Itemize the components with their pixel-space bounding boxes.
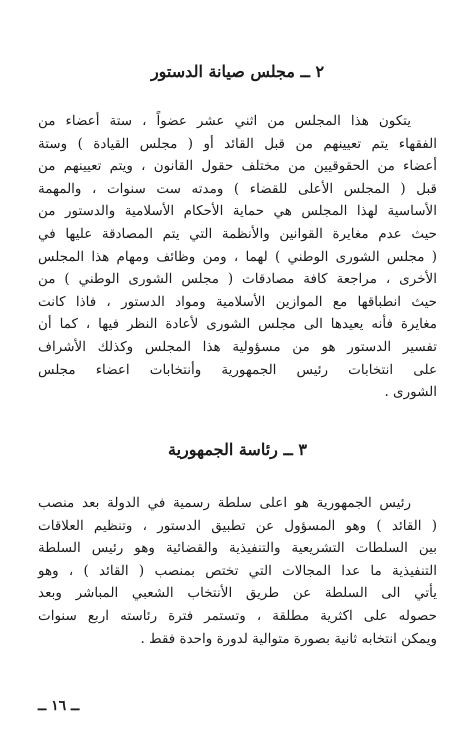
paragraph-line: الأساسية لهذا المجلس هي حماية الأحكام الأسلامية والدستور من bbox=[38, 203, 437, 220]
paragraph-line: حيث انطباقها مع الموازين الأسلامية ومواد الدستور ، فاذا كانت bbox=[38, 293, 437, 310]
paragraph-line: تفسير الدستور هو من مسؤولية هذا المجلس وكذلك الأشراف bbox=[38, 338, 437, 355]
paragraph-line: الشورى . bbox=[384, 384, 437, 401]
paragraph-line: الفقهاء يتم تعيينهم من قبل القائد أو ( مجلس القيادة ) وستة bbox=[38, 135, 437, 152]
paragraph-line: ويمكن انتخابه ثانية بصورة متوالية لدورة واحدة فقط . bbox=[140, 630, 437, 647]
paragraph-line: الأخرى ، مراجعة كافة مصادقات ( مجلس الشورى الوطني ) من bbox=[38, 271, 437, 288]
paragraph-line: حيث عدم مغايرة القوانين والأنظمة التي يتم المصادقة عليها في bbox=[38, 225, 437, 242]
paragraph-line: ( مجلس الشورى الوطني ) لهما ، ومن وظائف ومهام هذا المجلس bbox=[38, 248, 437, 265]
section-3-heading: ٣ ــ رئاسة الجمهورية bbox=[167, 440, 307, 459]
page-number: ــ ١٦ ــ bbox=[38, 698, 80, 714]
paragraph-line: يأتي الى السلطة عن طريق الأنتخاب الشعبي المباشر وبعد bbox=[38, 585, 437, 602]
paragraph-line: بين السلطات التشريعية والتنفيذية والقضائية وهو رئيس السلطة bbox=[38, 540, 437, 557]
paragraph-line: على انتخابات رئيس الجمهورية وأنتخابات اعضاء مجلس bbox=[38, 361, 437, 378]
paragraph-line: حصوله على اكثرية مطلقة ، وتستمر فترة رئاسته اربع سنوات bbox=[38, 607, 437, 624]
section-2-heading: ٢ ــ مجلس صيانة الدستور bbox=[150, 62, 325, 81]
section-2-paragraph bbox=[38, 110, 437, 404]
section-3-paragraph bbox=[38, 492, 437, 650]
paragraph-line: أعضاء من الحقوقيين من مختلف حقول القانون ، ويتم تعيينهم من bbox=[38, 158, 437, 175]
paragraph-line: ( القائد ) وهو المسؤول عن تطبيق الدستور ، وتنظيم العلاقات bbox=[38, 517, 437, 534]
paragraph-line: رئيس الجمهورية هو اعلى سلطة رسمية في الدولة بعد منصب bbox=[38, 495, 411, 511]
paragraph-line: قبل ( المجلس الأعلى للقضاء ) ومدته ست سنوات ، والمهمة bbox=[38, 180, 437, 197]
paragraph-line: مغايرة فأنه يعيدها الى مجلس الشورى لأعادة النظر فيها ، كما أن bbox=[38, 316, 437, 333]
paragraph-line: التنفيذية ما عدا المجالات التي تختص بمنصب ( القائد ) ، وهو bbox=[38, 562, 437, 579]
paragraph-line: يتكون هذا المجلس من اثني عشر عضواً ، ستة أعضاء من bbox=[38, 113, 411, 129]
document-page bbox=[38, 0, 437, 737]
